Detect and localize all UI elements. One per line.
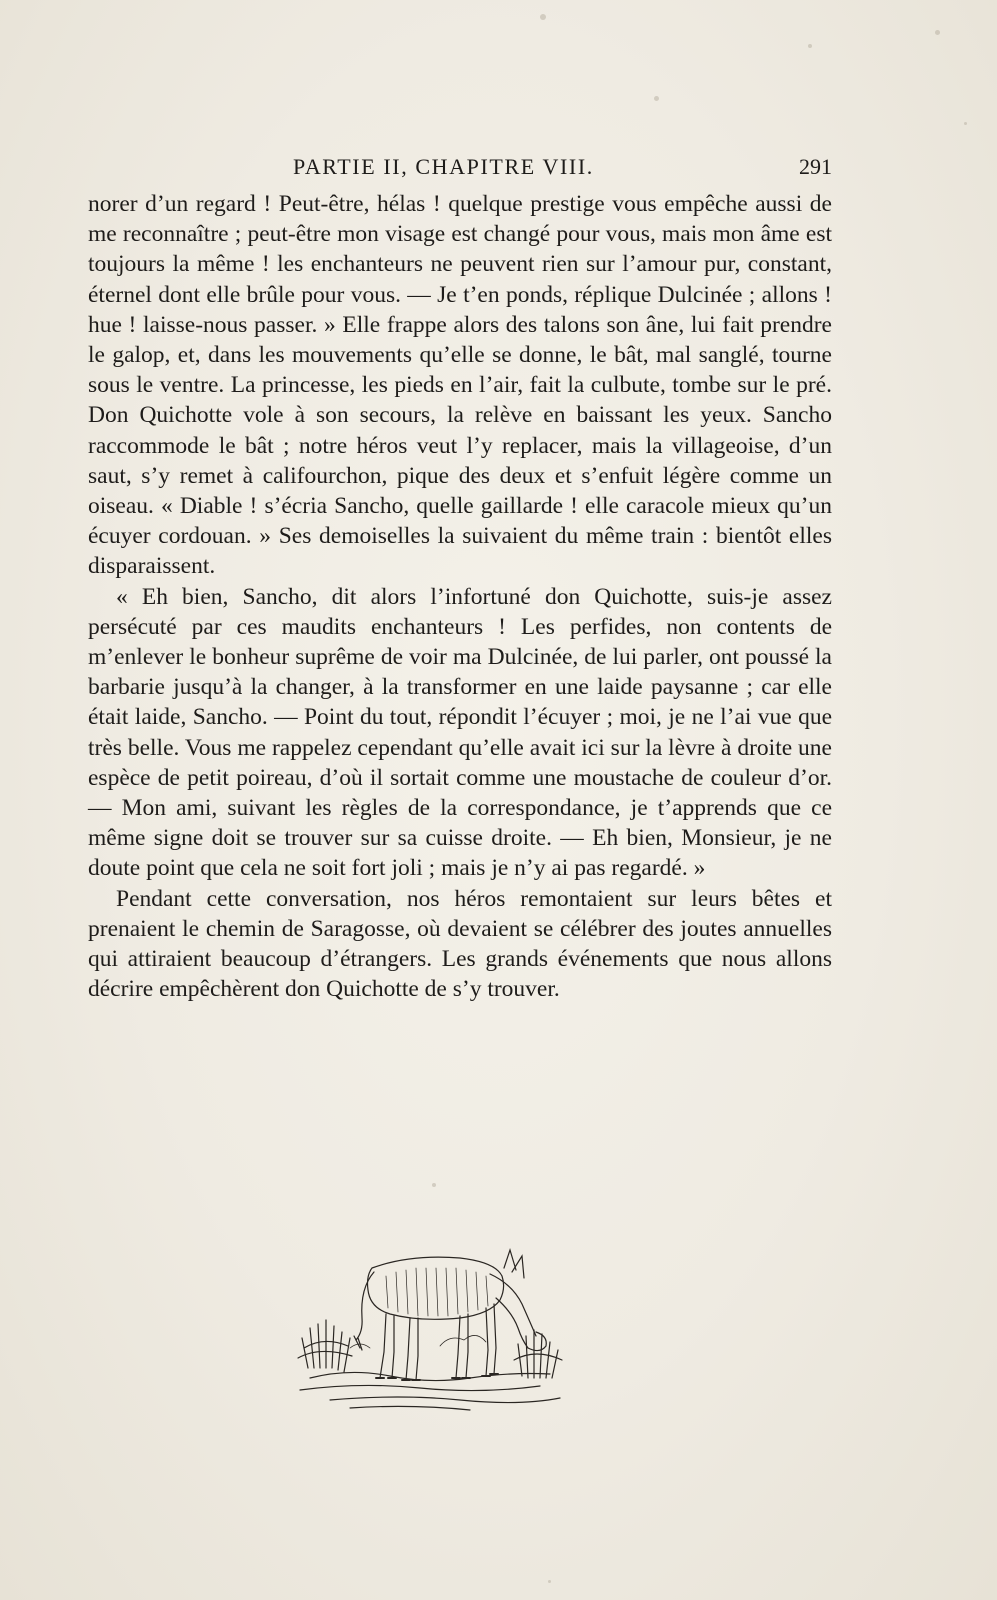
paper-speck bbox=[964, 122, 967, 125]
paper-speck bbox=[935, 30, 940, 35]
paragraph: Pendant cette conversation, nos héros remontaient sur leurs bêtes et prenaient le chemin de Saragosse, où devaient se célébrer des joutes annuelles qui attiraient beaucoup d’étrangers. Les grands événements que nous allons décrire empêchèrent don Quichotte de s’y trouver. bbox=[88, 885, 832, 1003]
paper-speck bbox=[432, 1183, 436, 1187]
running-head bbox=[88, 154, 832, 184]
body-text bbox=[88, 189, 832, 1004]
page-number: 291 bbox=[799, 154, 832, 179]
donkey-illustration bbox=[290, 1228, 580, 1428]
paper-speck bbox=[548, 1580, 551, 1583]
running-title: PARTIE II, CHAPITRE VIII. bbox=[293, 154, 594, 179]
grazing-donkey-icon bbox=[290, 1228, 580, 1428]
paper-speck bbox=[654, 96, 659, 101]
paragraph: « Eh bien, Sancho, dit alors l’infortuné don Quichotte, suis-je assez persécuté par ces maudits enchanteurs ! Les perfides, non contents de m’enlever le bonheur suprême de voir ma Dulcinée, de lui parler, ont poussé la barbarie jusqu’à la changer, à la transformer en une laide paysanne ; car elle était laide, Sancho. — Point du tout, répondit l’écuyer ; moi, je ne l’ai vue que très belle. Vous me rappelez cependant qu’elle avait ici sur la lèvre à droite une espèce de petit poireau, d’où il sortait comme une moustache de couleur d’or. — Mon ami, suivant les règles de la correspondance, je t’apprends que ce même signe doit se trouver sur sa cuisse droite. — Eh bien, Monsieur, je ne doute point que cela ne soit fort joli ; mais je n’y ai pas regardé. » bbox=[88, 583, 832, 882]
paper-speck bbox=[540, 14, 546, 20]
paragraph: norer d’un regard ! Peut-être, hélas ! quelque prestige vous empêche aussi de me reconnaître ; peut-être mon visage est changé pour vous, mais mon âme est toujours la même ! les enchanteurs ne peuvent rien sur l’amour pur, constant, éternel dont elle brûle pour vous. — Je t’en ponds, réplique Dulcinée ; allons ! hue ! laisse-nous passer. » Elle frappe alors des talons son âne, lui fait prendre le galop, et, dans les mouvements qu’elle se donne, le bât, mal sanglé, tourne sous le ventre. La princesse, les pieds en l’air, fait la culbute, tombe sur le pré. Don Quichotte vole à son secours, la relève en baissant les yeux. Sancho raccommode le bât ; notre héros veut l’y replacer, mais la villageoise, d’un saut, s’y remet à califourchon, pique des deux et s’enfuit légère comme un oiseau. « Diable ! s’écria Sancho, quelle gaillarde ! elle caracole mieux qu’un écuyer cordouan. » Ses demoiselles la suivaient du même train : bientôt elles disparaissent. bbox=[88, 191, 832, 580]
paper-speck bbox=[808, 44, 812, 48]
